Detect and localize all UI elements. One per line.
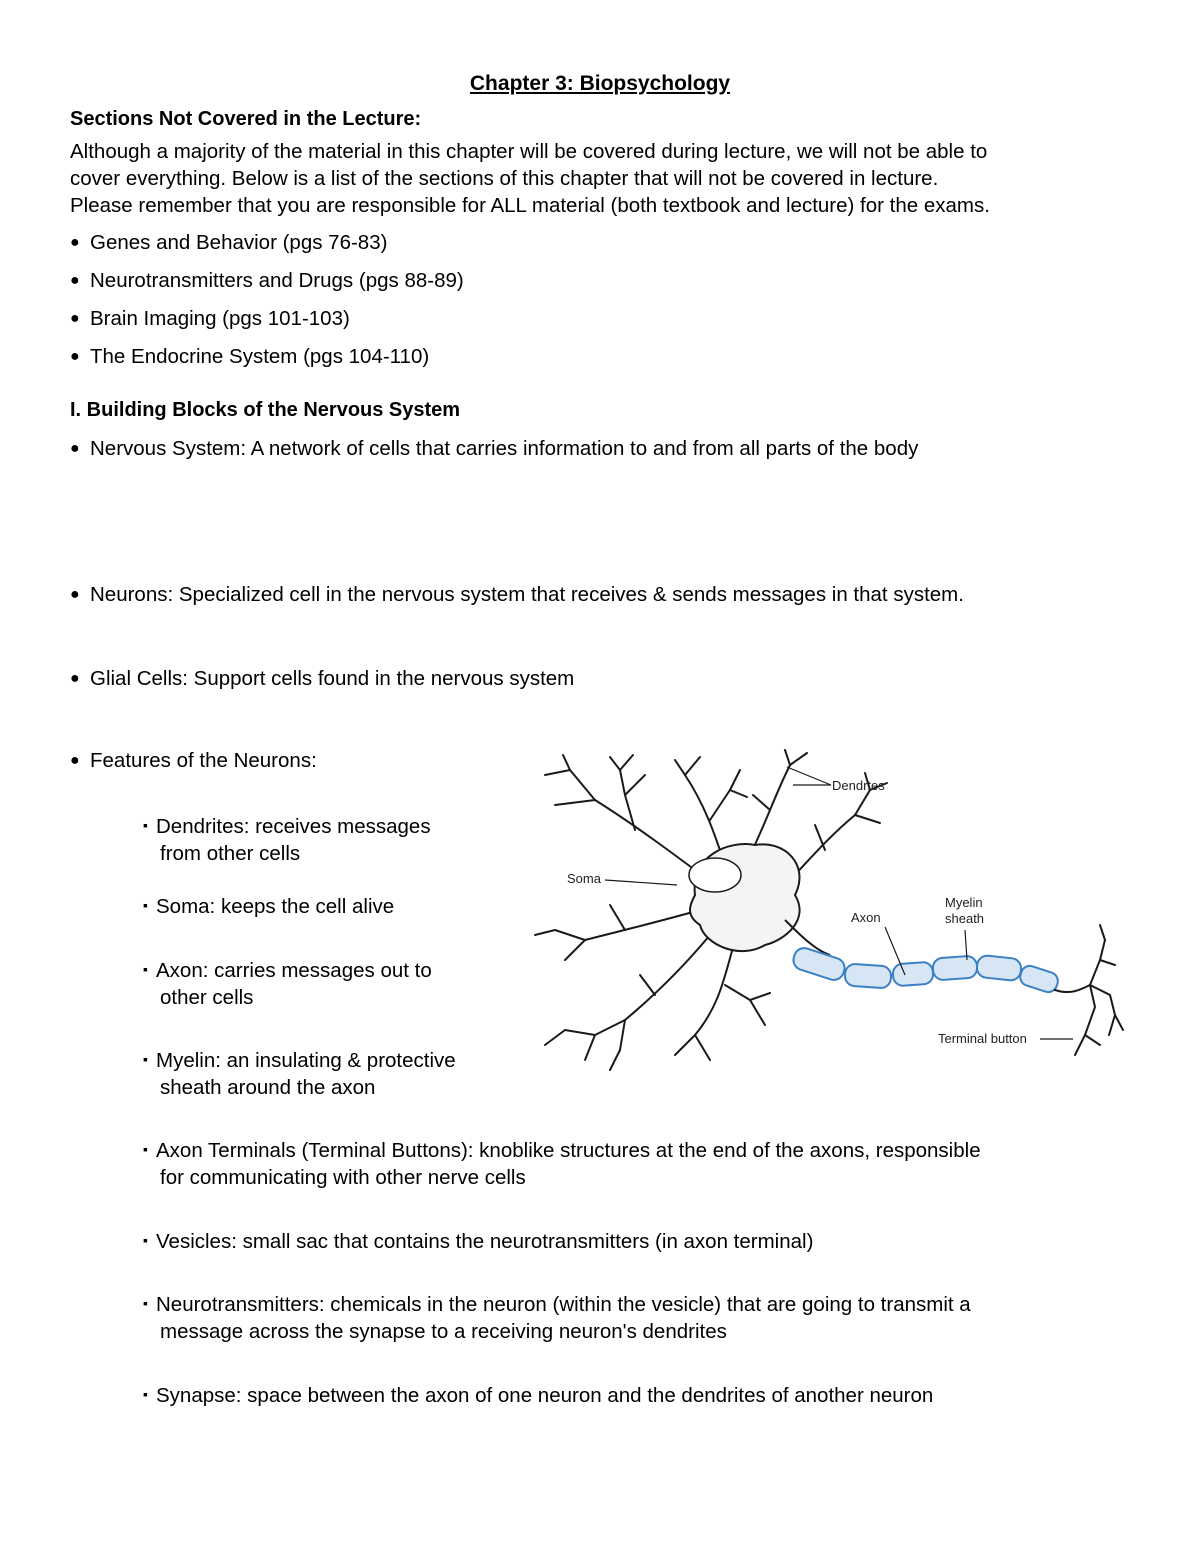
axon-label: Axon [851,910,881,925]
list-item: ● Neurotransmitters and Drugs (pgs 88-89) [70,269,464,292]
square-bullet-icon: ▪ [143,1295,148,1311]
square-bullet-icon: ▪ [143,897,148,913]
bullet-icon: ● [70,440,80,457]
list-item: ● Glial Cells: Support cells found in the nervous system [70,667,575,690]
axon-terminals [1055,925,1123,1055]
page-title: Chapter 3: Biopsychology [469,72,731,95]
square-bullet-icon: ▪ [143,1232,148,1248]
dendrites-label: Dendrtes [832,778,885,793]
label-leader-lines [605,767,1073,1039]
sub-item-axon-terminals: ▪ Axon Terminals (Terminal Buttons): knoblike structures at the end of the axons, responsible for communicating with other nerve cells [143,1136,981,1191]
list-item: ● Neurons: Specialized cell in the nervous system that receives & sends messages in that system. [70,583,964,606]
nucleus [689,858,741,892]
bullet-icon: ● [70,234,80,251]
list-item: ● Features of the Neurons: [70,749,317,772]
list-item: ● The Endocrine System (pgs 104-110) [70,345,430,368]
square-bullet-icon: ▪ [143,1141,148,1157]
square-bullet-icon: ▪ [143,1051,148,1067]
sub-item-myelin: ▪ Myelin: an insulating & protective sheath around the axon [143,1046,456,1101]
intro-paragraph-line-3: Please remember that you are responsible for ALL material (both textbook and lecture) for the exams. [70,194,990,217]
sub-item-soma: ▪ Soma: keeps the cell alive [143,892,394,920]
square-bullet-icon: ▪ [143,1386,148,1402]
not-covered-heading: Sections Not Covered in the Lecture: [70,108,422,130]
myelin-label-line-2: sheath [945,911,985,926]
list-item: ● Brain Imaging (pgs 101-103) [70,307,350,330]
myelin-label-line-1: Myelin [945,895,983,910]
intro-paragraph-line-1: Although a majority of the material in this chapter will be covered during lecture, we will not be able to [70,140,988,163]
section-heading: I. Building Blocks of the Nervous System [70,399,461,421]
bullet-icon: ● [70,670,80,687]
square-bullet-icon: ▪ [143,817,148,833]
list-item: ● Nervous System: A network of cells that carries information to and from all parts of the body [70,437,919,460]
square-bullet-icon: ▪ [143,961,148,977]
bullet-icon: ● [70,752,80,769]
list-item: ● Genes and Behavior (pgs 76-83) [70,231,388,254]
soma-label: Soma [567,871,601,886]
bullet-icon: ● [70,272,80,289]
bullet-icon: ● [70,586,80,603]
sub-item-neurotransmitters: ▪ Neurotransmitters: chemicals in the neuron (within the vesicle) that are going to transmit a message across the synapse to a receiving neuron's dendrites [143,1290,971,1345]
intro-paragraph-line-2: cover everything. Below is a list of the sections of this chapter that will not be covered in lecture. [70,167,939,190]
bullet-icon: ● [70,348,80,365]
sub-item-vesicles: ▪ Vesicles: small sac that contains the neurotransmitters (in axon terminal) [143,1227,813,1255]
sub-item-dendrites: ▪ Dendrites: receives messages from other cells [143,812,431,867]
myelin-segments [791,946,1060,995]
terminal-button-label: Terminal button [938,1031,1027,1046]
sub-item-axon: ▪ Axon: carries messages out to other cells [143,956,432,1011]
bullet-icon: ● [70,310,80,327]
sub-item-synapse: ▪ Synapse: space between the axon of one neuron and the dendrites of another neuron [143,1381,933,1409]
neuron-diagram [525,745,1125,1075]
